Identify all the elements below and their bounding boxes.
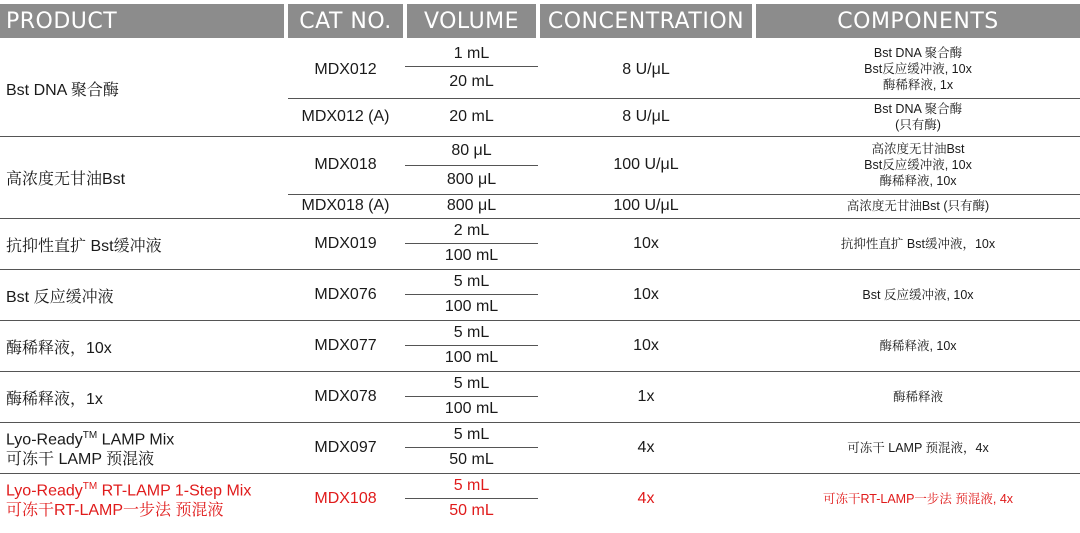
- cat-number: MDX012 (A): [301, 108, 390, 125]
- volume-divider: [405, 396, 538, 397]
- components: [756, 423, 1080, 473]
- cat-number: MDX012: [314, 61, 377, 78]
- product-name: 酶稀释液，1x: [6, 390, 103, 408]
- components: [756, 138, 1080, 192]
- product-name-en: Lyo-Ready™ RT-LAMP 1-Step Mix: [6, 480, 252, 500]
- component-line: Bst反应缓冲液, 10x: [864, 62, 972, 76]
- product-name: 抗抑性直扩 Bst缓冲液: [6, 237, 162, 255]
- components: [756, 270, 1080, 320]
- cat-number: MDX076: [314, 286, 377, 303]
- cat-number: MDX019: [314, 235, 377, 252]
- component-line: 可冻干 LAMP 预混液，4x: [847, 441, 989, 455]
- product-name: Bst DNA 聚合酶: [6, 81, 119, 99]
- components: [756, 195, 1080, 217]
- volume: 50 mL: [449, 451, 494, 468]
- component-line: 酶稀释液, 10x: [879, 174, 957, 188]
- cat-number: MDX018 (A): [301, 197, 390, 214]
- cat-number: MDX077: [314, 337, 377, 354]
- volume: 100 mL: [444, 247, 499, 264]
- product-name: Bst 反应缓冲液: [6, 288, 114, 306]
- header-concentration: CONCENTRATION: [540, 4, 752, 38]
- product-name-cn: 可冻干RT-LAMP一步法 预混液: [6, 502, 224, 520]
- component-line: 高浓度无甘油Bst: [871, 142, 965, 156]
- component-line: 可冻干RT-LAMP一步法 预混液, 4x: [822, 492, 1014, 506]
- cat-number: MDX018: [314, 156, 377, 173]
- volume: 5 mL: [453, 375, 490, 392]
- concentration: 10x: [633, 235, 659, 252]
- components: [756, 321, 1080, 371]
- volume: 1 mL: [453, 45, 490, 62]
- cat-number: MDX078: [314, 388, 377, 405]
- product-name-cn: 可冻干 LAMP 预混液: [6, 451, 155, 469]
- concentration: 10x: [633, 286, 659, 303]
- concentration: 100 U/μL: [613, 156, 679, 173]
- concentration: 1x: [637, 388, 655, 405]
- component-line: 高浓度无甘油Bst (只有酶): [846, 199, 990, 213]
- volume-divider: [405, 243, 538, 244]
- component-line: (只有酶): [895, 118, 941, 132]
- volume: 800 μL: [446, 197, 497, 214]
- volume: 50 mL: [449, 502, 494, 519]
- components: [756, 474, 1080, 524]
- component-line: Bst DNA 聚合酶: [873, 46, 963, 60]
- volume: 800 μL: [446, 171, 497, 188]
- concentration: 4x: [637, 490, 655, 507]
- volume-divider: [405, 294, 538, 295]
- volume: 5 mL: [453, 324, 490, 341]
- component-line: Bst 反应缓冲液, 10x: [862, 288, 974, 302]
- volume: 5 mL: [453, 426, 490, 443]
- header-product: PRODUCT: [0, 4, 284, 38]
- header-volume: VOLUME: [407, 4, 536, 38]
- concentration: 10x: [633, 337, 659, 354]
- volume: 100 mL: [444, 400, 499, 417]
- volume-divider: [405, 165, 538, 166]
- components: [756, 99, 1080, 135]
- volume: 20 mL: [449, 73, 494, 90]
- volume-divider: [405, 66, 538, 67]
- product-name: 高浓度无甘油Bst: [6, 170, 126, 188]
- component-line: Bst反应缓冲液, 10x: [864, 158, 972, 172]
- volume: 100 mL: [444, 298, 499, 315]
- product-name-en: Lyo-Ready™ LAMP Mix: [6, 429, 175, 449]
- concentration: 4x: [637, 439, 655, 456]
- component-line: 抗抑性直扩 Bst缓冲液，10x: [840, 237, 996, 251]
- concentration: 8 U/μL: [622, 108, 670, 125]
- volume: 20 mL: [449, 108, 494, 125]
- product-name: [6, 474, 284, 524]
- components: [756, 219, 1080, 269]
- product-name: 酶稀释液，10x: [6, 339, 112, 357]
- volume-divider: [405, 498, 538, 499]
- header-components: COMPONENTS: [756, 4, 1080, 38]
- component-line: Bst DNA 聚合酶: [873, 102, 963, 116]
- volume: 80 μL: [451, 142, 492, 159]
- components: [756, 40, 1080, 98]
- component-line: 酶稀释液, 1x: [882, 78, 954, 92]
- cat-number: MDX108: [314, 490, 377, 507]
- concentration: 8 U/μL: [622, 61, 670, 78]
- volume: 2 mL: [453, 222, 490, 239]
- cat-number: MDX097: [314, 439, 377, 456]
- volume: 5 mL: [453, 273, 490, 290]
- volume: 100 mL: [444, 349, 499, 366]
- volume-divider: [405, 447, 538, 448]
- concentration: 100 U/μL: [613, 197, 679, 214]
- header-cat-no: CAT NO.: [288, 4, 403, 38]
- product-name: [6, 423, 284, 473]
- volume: 5 mL: [453, 477, 490, 494]
- component-line: 酶稀释液, 10x: [879, 339, 957, 353]
- volume-divider: [405, 345, 538, 346]
- components: [756, 372, 1080, 422]
- component-line: 酶稀释液: [892, 390, 943, 404]
